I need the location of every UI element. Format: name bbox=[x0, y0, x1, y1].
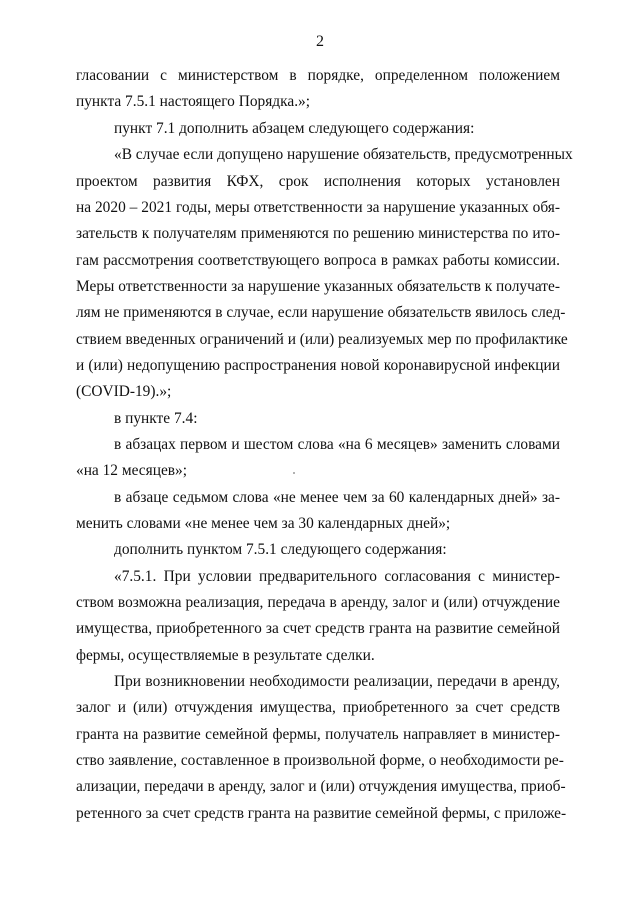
text-line: ство заявление, составленное в произвольной форме, о необходимости ре- bbox=[76, 752, 564, 769]
text-line: ализации, передачи в аренду, залог и (или) отчуждения имущества, приоб- bbox=[76, 778, 566, 795]
text-line: дополнить пунктом 7.5.1 следующего содержания: bbox=[114, 541, 447, 558]
text-line: залог и (или) отчуждения имущества, приобретенного за счет средств bbox=[76, 699, 560, 716]
text-line: пункт 7.1 дополнить абзацем следующего содержания: bbox=[114, 120, 475, 137]
text-line: ретенного за счет средств гранта на развитие семейной фермы, с приложе- bbox=[76, 805, 567, 822]
text-line: менить словами «не менее чем за 30 календарных дней»; bbox=[76, 515, 451, 532]
text-line: на 2020 – 2021 годы, меры ответственности за нарушение указанных обя- bbox=[76, 199, 560, 216]
text-line: Меры ответственности за нарушение указанных обязательств к получате- bbox=[76, 278, 560, 295]
text-line: При возникновении необходимости реализации, передачи в аренду, bbox=[114, 673, 560, 690]
page-number: 2 bbox=[316, 33, 324, 50]
text-line: в пункте 7.4: bbox=[114, 410, 198, 427]
text-line: фермы, осуществляемые в результате сделки. bbox=[76, 647, 375, 664]
text-line: гласовании с министерством в порядке, определенном положением bbox=[76, 67, 560, 84]
text-line: (COVID-19).»; bbox=[76, 383, 172, 400]
text-line: имущества, приобретенного за счет средств гранта на развитие семейной bbox=[76, 620, 560, 637]
text-line: гам рассмотрения соответствующего вопроса в рамках работы комиссии. bbox=[76, 252, 560, 269]
text-line: пункта 7.5.1 настоящего Порядка.»; bbox=[76, 93, 311, 110]
text-line: «В случае если допущено нарушение обязательств, предусмотренных bbox=[114, 146, 573, 163]
text-line: и (или) недопущению распространения новой коронавирусной инфекции bbox=[76, 357, 560, 374]
text-line: «на 12 месяцев»; bbox=[76, 462, 188, 479]
text-line: лям не применяются в случае, если нарушение обязательств явилось след- bbox=[76, 304, 566, 321]
scan-speck bbox=[293, 472, 295, 474]
text-line: ствием введенных ограничений и (или) реализуемых мер по профилактике bbox=[76, 331, 568, 348]
text-line: в абзацах первом и шестом слова «на 6 месяцев» заменить словами bbox=[114, 436, 560, 453]
text-line: ством возможна реализация, передача в аренду, залог и (или) отчуждение bbox=[76, 594, 560, 611]
text-line: «7.5.1. При условии предварительного согласования с министер- bbox=[114, 568, 560, 585]
text-line: проектом развития КФХ, срок исполнения которых установлен bbox=[76, 173, 560, 190]
text-line: гранта на развитие семейной фермы, получатель направляет в министер- bbox=[76, 726, 560, 743]
text-line: зательств к получателям применяются по решению министерства по ито- bbox=[76, 225, 560, 242]
text-line: в абзаце седьмом слова «не менее чем за 60 календарных дней» за- bbox=[114, 489, 560, 506]
